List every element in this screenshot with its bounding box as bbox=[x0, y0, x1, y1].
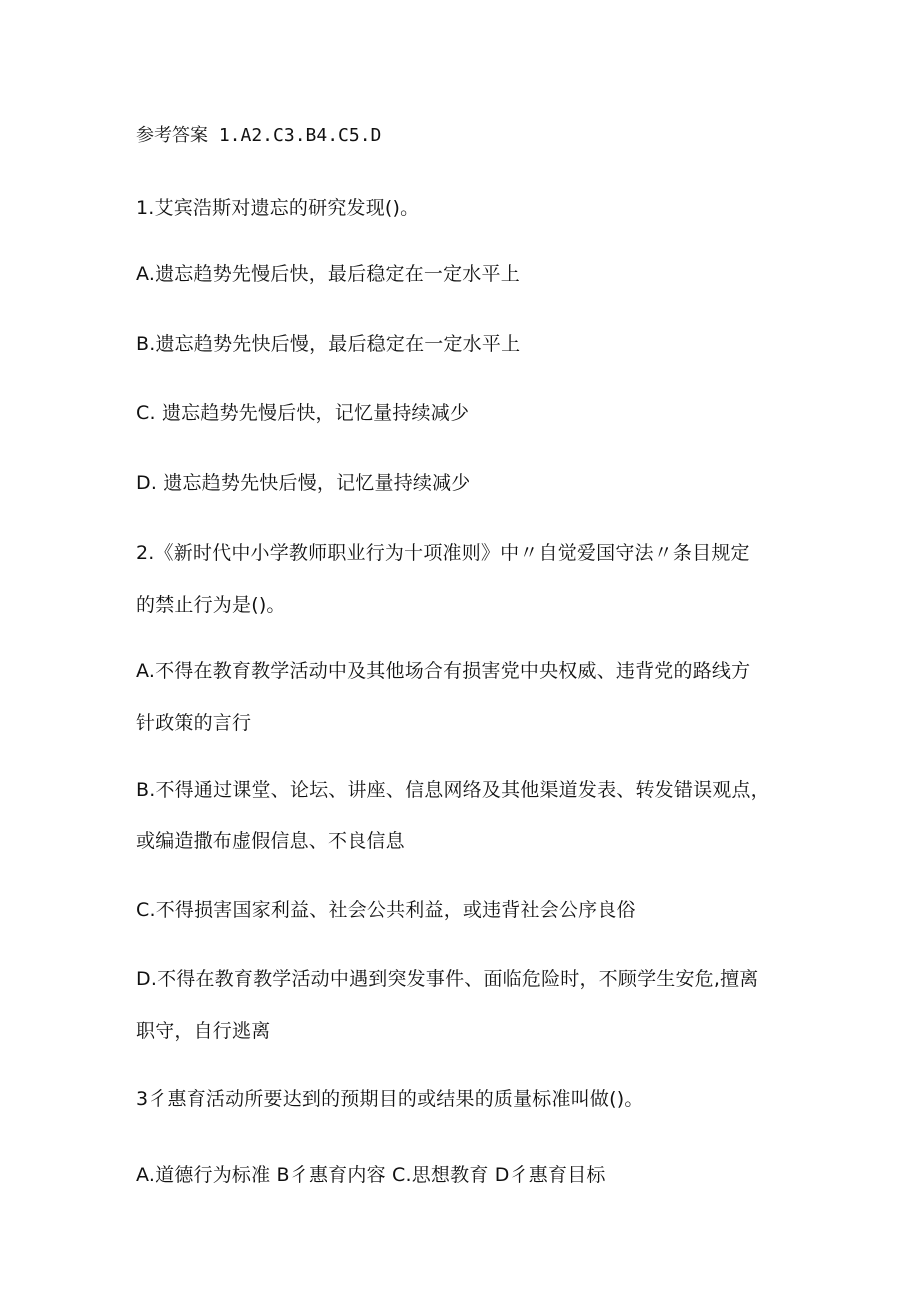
question-2-stem-line-1: 2.《新时代中小学教师职业行为十项准则》中〃自觉爱国守法〃条目规定 bbox=[136, 542, 750, 564]
question-2-option-d-line-2: 职守，自行逃离 bbox=[136, 1020, 271, 1042]
question-2-option-b-line-2: 或编造撒布虚假信息、不良信息 bbox=[136, 830, 405, 852]
question-1-option-d: D. 遗忘趋势先快后慢，记忆量持续减少 bbox=[136, 472, 471, 494]
question-1-option-c: C. 遗忘趋势先慢后快，记忆量持续减少 bbox=[136, 402, 470, 424]
answer-key: 参考答案 1.A2.C3.B4.C5.D bbox=[136, 125, 382, 146]
question-3-stem: 3彳惠育活动所要达到的预期目的或结果的质量标准叫做()。 bbox=[136, 1088, 644, 1110]
question-2-option-b-line-1: B.不得通过课堂、论坛、讲座、信息网络及其他渠道发表、转发错误观点， bbox=[136, 779, 770, 801]
question-2-option-c: C.不得损害国家利益、社会公共利益，或违背社会公序良俗 bbox=[136, 899, 636, 921]
question-1-option-b: B.遗忘趋势先快后慢，最后稳定在一定水平上 bbox=[136, 333, 521, 355]
question-2-stem-line-2: 的禁止行为是()。 bbox=[136, 594, 286, 616]
question-3-options: A.道德行为标准 B彳惠育内容 C.思想教育 D彳惠育目标 bbox=[136, 1164, 606, 1186]
question-2-option-d-line-1: D.不得在教育教学活动中遇到突发事件、面临危险时，不顾学生安危,擅离 bbox=[136, 968, 759, 990]
question-2-option-a-line-2: 针政策的言行 bbox=[136, 712, 252, 734]
question-1-stem: 1.艾宾浩斯对遗忘的研究发现()。 bbox=[136, 197, 420, 219]
question-2-option-a-line-1: A.不得在教育教学活动中及其他场合有损害党中央权威、违背党的路线方 bbox=[136, 660, 751, 682]
question-1-option-a: A.遗忘趋势先慢后快，最后稳定在一定水平上 bbox=[136, 263, 520, 285]
